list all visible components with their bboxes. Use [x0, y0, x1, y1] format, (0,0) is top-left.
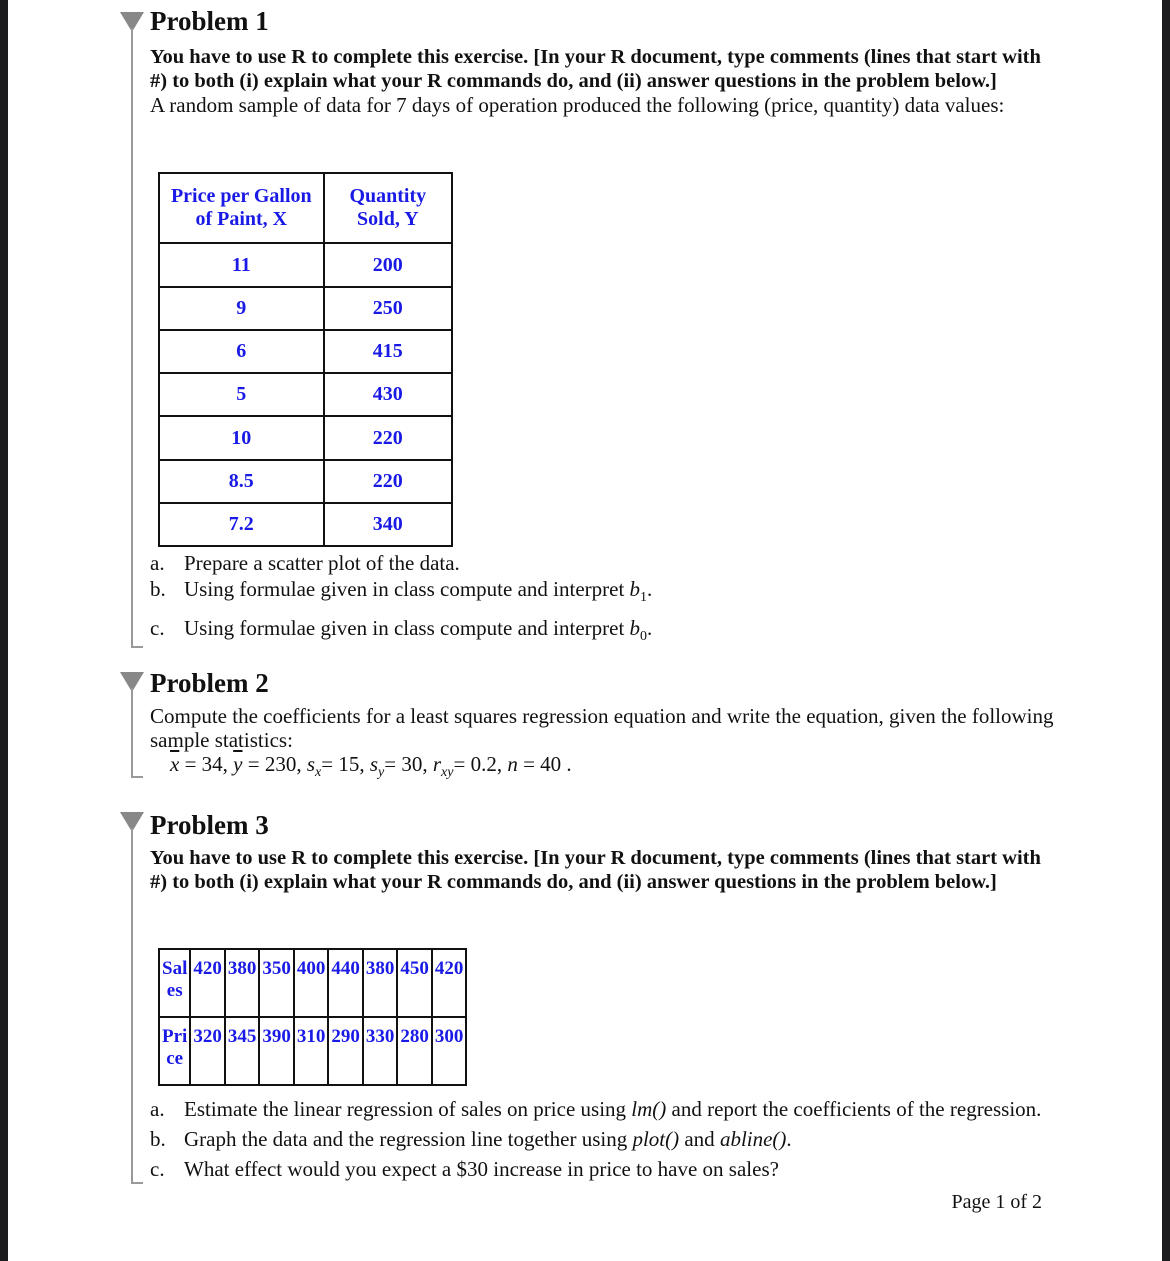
section-bracket — [131, 828, 133, 1184]
table-cell: 320 — [190, 1017, 225, 1085]
ybar-value: 230 — [264, 752, 297, 776]
question-item — [150, 611, 652, 654]
rxy-value: 0.2 — [470, 752, 497, 776]
sy-value: 30 — [401, 752, 423, 776]
question-text: What effect would you expect a $30 increase in price to have on sales? — [184, 1157, 779, 1181]
table-cell: 5 — [159, 373, 324, 416]
punct: . — [647, 577, 653, 601]
table-cell: 250 — [324, 287, 452, 330]
question-text: Graph the data and the regression line together using — [184, 1127, 633, 1151]
problem-title: Problem 3 — [150, 810, 269, 840]
document-page — [8, 0, 1162, 1261]
question-text: Using formulae given in class compute and interpret — [184, 577, 630, 601]
table-cell: 380 — [363, 949, 398, 1017]
table-cell: 9 — [159, 287, 324, 330]
problem-instructions: You have to use R to complete this exercise. [In your R document, type comments (lines that start with #) to both (i) explain what your R commands do, and (ii) answer questions in the problem below.] — [150, 46, 1041, 92]
table-cell: 380 — [225, 949, 260, 1017]
problem-intro: A random sample of data for 7 days of operation produced the following (price, quantity) data values: — [150, 93, 1005, 117]
question-label: b. — [150, 1127, 166, 1151]
code-ref: plot() — [632, 1127, 680, 1151]
question-label: a. — [150, 551, 165, 575]
table-header: Price per Gallon of Paint, X — [159, 173, 324, 243]
table-cell: 220 — [324, 416, 452, 460]
table-cell: 330 — [363, 1017, 398, 1085]
variable: b — [629, 577, 641, 601]
section-bracket — [131, 28, 133, 648]
table-cell: 450 — [397, 949, 432, 1017]
sx-value: 15 — [338, 752, 360, 776]
price-quantity-table — [158, 172, 453, 547]
question-item — [150, 576, 652, 611]
question-item — [150, 1124, 1030, 1154]
question-text: Using formulae given in class compute and interpret — [184, 616, 630, 641]
section-bracket-foot — [131, 646, 143, 648]
code-ref: abline() — [719, 1127, 787, 1151]
question-text: Prepare a scatter plot of the data. — [184, 551, 460, 575]
question-text: and report the coefficients of the regression. — [666, 1097, 1042, 1121]
variable-subscript: 0 — [640, 629, 648, 645]
table-cell: 420 — [432, 949, 467, 1017]
table-cell: 6 — [159, 330, 324, 373]
table-cell: 340 — [324, 503, 452, 546]
table-cell: 280 — [397, 1017, 432, 1085]
question-item — [150, 1154, 1030, 1184]
table-cell: 7.2 — [159, 503, 324, 546]
question-list — [150, 550, 652, 654]
table-row — [159, 949, 466, 1017]
table-cell: 290 — [328, 1017, 363, 1085]
sales-price-table — [158, 948, 467, 1086]
question-label: b. — [150, 577, 166, 601]
section-bracket-foot — [131, 1182, 143, 1184]
table-cell: 415 — [324, 330, 452, 373]
table-cell: 350 — [259, 949, 294, 1017]
question-text: and — [679, 1127, 720, 1151]
sample-statistics: $\overline{x} = 34$, $\overline{y} = 230$, $s_x= 15$, $s_y= 30$, $r_{xy}= 0.2$, n = 40 . — [170, 752, 572, 781]
problem-instructions: You have to use R to complete this exercise. [In your R document, type comments (lines that start with #) to both (i) explain what your R commands do, and (ii) answer questions in the problem below.] — [150, 847, 1041, 893]
problem-text: Compute the coefficients for a least squares regression equation and write the equation, given the following sample statistics: — [150, 704, 1054, 752]
code-ref: lm() — [631, 1097, 667, 1121]
row-header: Pri ce — [159, 1017, 190, 1085]
table-cell: 310 — [294, 1017, 329, 1085]
question-text: Estimate the linear regression of sales on price using — [184, 1097, 632, 1121]
table-cell: 11 — [159, 243, 324, 287]
punct: . — [647, 616, 653, 641]
question-list — [150, 1094, 1042, 1184]
question-text: . — [786, 1127, 792, 1151]
section-bracket-foot — [131, 776, 143, 778]
table-cell: 420 — [190, 949, 225, 1017]
question-item — [150, 1094, 1042, 1124]
table-cell: 400 — [294, 949, 329, 1017]
table-cell: 10 — [159, 416, 324, 460]
table-header: Quantity Sold, Y — [324, 173, 452, 243]
table-cell: 8.5 — [159, 460, 324, 503]
page-number: Page 1 of 2 — [951, 1191, 1042, 1213]
variable-subscript: 1 — [640, 590, 648, 606]
question-label: c. — [150, 616, 165, 641]
question-label: a. — [150, 1097, 165, 1121]
section-bracket — [131, 688, 133, 778]
table-cell: 200 — [324, 243, 452, 287]
xbar-value: 34 — [201, 752, 223, 776]
table-row — [159, 1017, 466, 1085]
table-cell: 390 — [259, 1017, 294, 1085]
row-header: Sal es — [159, 949, 190, 1017]
problem-title: Problem 1 — [150, 6, 269, 36]
table-cell: 300 — [432, 1017, 467, 1085]
table-cell: 430 — [324, 373, 452, 416]
n-value: 40 — [540, 752, 562, 776]
table-cell: 220 — [324, 460, 452, 503]
variable: b — [629, 616, 641, 641]
problem-title: Problem 2 — [150, 668, 269, 698]
question-item — [150, 550, 652, 576]
table-cell: 440 — [328, 949, 363, 1017]
table-cell: 345 — [225, 1017, 260, 1085]
question-label: c. — [150, 1157, 165, 1181]
